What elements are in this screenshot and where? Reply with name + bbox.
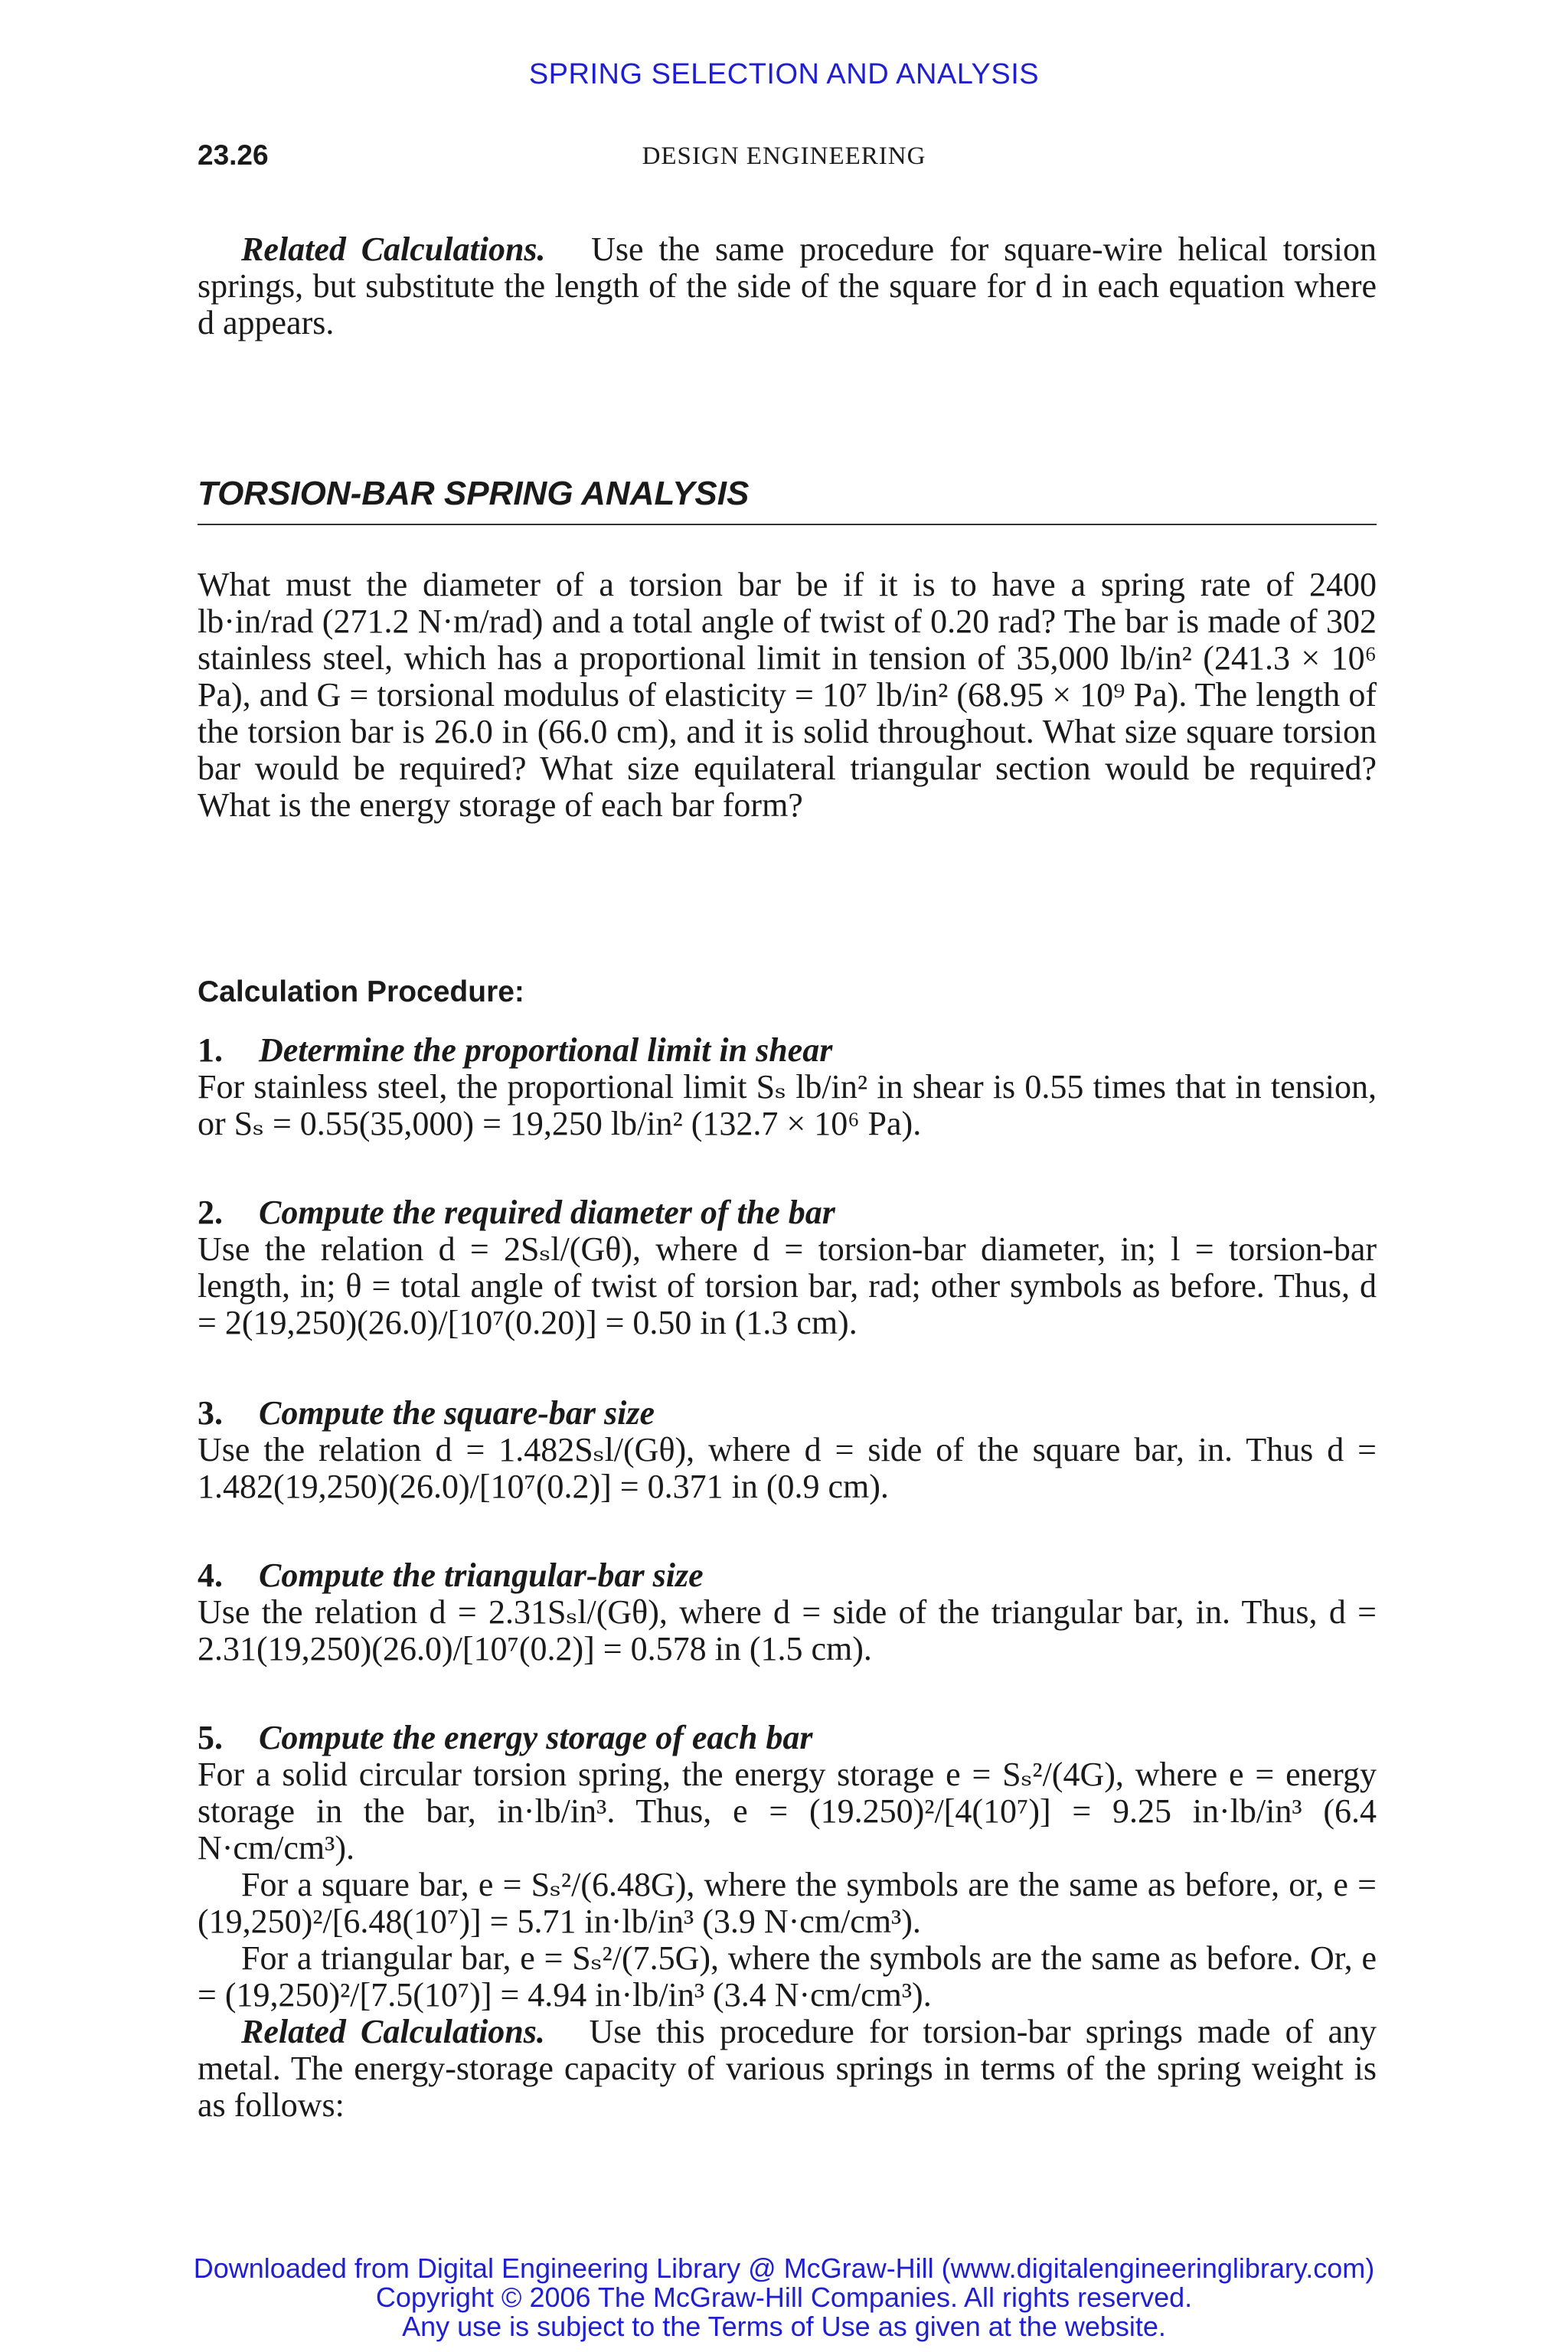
step-4-body: Use the relation d = 2.31Sₛl/(Gθ), where d = side of the triangular bar, in. Thus, d = 2.31(19,250)(26.0)/[10⁷(0.2)] = 0.578 in (1.5 cm). [198, 1593, 1377, 1668]
step-number: 1. [198, 1031, 223, 1069]
square-bar-paragraph: For a square bar, e = Sₛ²/(6.48G), where the symbols are the same as before, or, e = (19,250)²/[6.48(10⁷)] = 5.71 in·lb/in³ (3.9 N·cm/cm³). [198, 1866, 1377, 1940]
footer-download-line: Downloaded from Digital Engineering Library @ McGraw-Hill (www.digitalengineeringlibrary.com) [193, 2252, 1375, 2284]
step-4-heading [198, 1557, 1377, 1594]
step-title: Compute the square-bar size [259, 1394, 655, 1432]
step-title: Compute the required diameter of the bar [259, 1194, 835, 1231]
related-calculations-text: Use the same procedure for square-wire helical torsion springs, but substitute the length of the side of the square for d in each equation where d appears. [198, 230, 1377, 341]
related-calculations-label: Related Calculations. [241, 230, 546, 268]
step-title: Compute the triangular-bar size [259, 1557, 704, 1594]
step-title: Compute the energy storage of each bar [259, 1719, 813, 1756]
step-number: 4. [198, 1557, 223, 1594]
problem-statement: What must the diameter of a torsion bar be if it is to have a spring rate of 2400 lb·in/rad (271.2 N·m/rad) and a total angle of twist of 0.20 rad? The bar is made of 302 stainless steel, which has a proportional limit in tension of 35,000 lb/in² (241.3 × 10⁶ Pa), and G = torsional modulus of elasticity = 10⁷ lb/in² (68.95 × 10⁹ Pa). The length of the torsion bar is 26.0 in (66.0 cm), and it is solid throughout. What size square torsion bar would be required? What size equilateral triangular section would be required? What is the energy storage of each bar form? [198, 566, 1377, 824]
running-head: SPRING SELECTION AND ANALYSIS [528, 58, 1040, 90]
section-title: TORSION-BAR SPRING ANALYSIS [198, 475, 750, 512]
related-calculations-text: Use this procedure for torsion-bar springs made of any metal. The energy-storage capacity of various springs in terms of the spring weight is as follows: [198, 2013, 1377, 2124]
step-2-body: Use the relation d = 2Sₛl/(Gθ), where d = torsion-bar diameter, in; l = torsion-bar length, in; θ = total angle of twist of torsion bar, rad; other symbols as before. Thus, d = 2(19,250)(26.0)/[10⁷(0.20)] = 0.50 in (1.3 cm). [198, 1230, 1377, 1341]
step-5-body: For a solid circular torsion spring, the energy storage e = Sₛ²/(4G), where e = energy storage in the bar, in·lb/in³. Thus, e = (19.250)²/[4(10⁷)] = 9.25 in·lb/in³ (6.4 N·cm/cm³). [198, 1756, 1377, 1867]
page-number: 23.26 [198, 139, 269, 171]
intro-related-calculations [198, 231, 1377, 341]
section-divider [198, 524, 1377, 525]
footer-copyright-line: Copyright © 2006 The McGraw-Hill Companies. All rights reserved. [375, 2282, 1193, 2313]
footer-notice [0, 2254, 1568, 2341]
book-title: DESIGN ENGINEERING [642, 142, 926, 170]
step-number: 3. [198, 1394, 223, 1432]
step-3-body: Use the relation d = 1.482Sₛl/(Gθ), where d = side of the square bar, in. Thus d = 1.482(19,250)(26.0)/[10⁷(0.2)] = 0.371 in (0.9 cm). [198, 1431, 1377, 1505]
closing-related-calculations [198, 2014, 1377, 2124]
step-1-body: For stainless steel, the proportional limit Sₛ lb/in² in shear is 0.55 times that in tension, or Sₛ = 0.55(35,000) = 19,250 lb/in² (132.7 × 10⁶ Pa). [198, 1068, 1377, 1142]
step-1-heading [198, 1032, 1377, 1069]
step-number: 5. [198, 1719, 223, 1756]
step-title: Determine the proportional limit in shear [259, 1031, 833, 1069]
footer-terms-line: Any use is subject to the Terms of Use as given at the website. [402, 2311, 1166, 2342]
step-number: 2. [198, 1194, 223, 1231]
triangular-bar-paragraph: For a triangular bar, e = Sₛ²/(7.5G), where the symbols are the same as before. Or, e = (19,250)²/[7.5(10⁷)] = 4.94 in·lb/in³ (3.4 N·cm/cm³). [198, 1939, 1377, 2014]
step-5-heading [198, 1720, 1377, 1756]
related-calculations-label: Related Calculations. [241, 2013, 545, 2050]
step-2-heading [198, 1194, 1377, 1231]
procedure-heading: Calculation Procedure: [198, 975, 524, 1008]
step-3-heading [198, 1395, 1377, 1432]
